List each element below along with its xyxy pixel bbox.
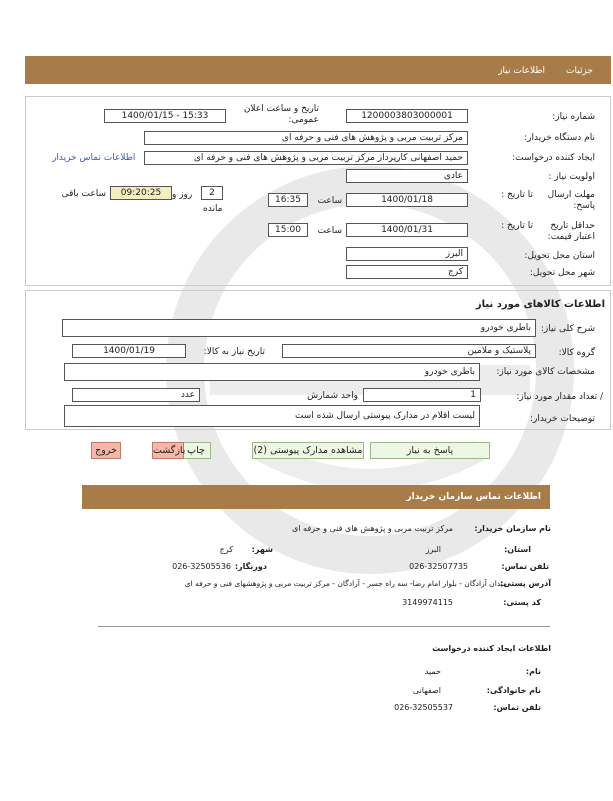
reply-button[interactable]: پاسخ به نیاز	[370, 442, 490, 459]
buyer-org-field: مرکز تربیت مربی و پژوهش های فنی و حرفه ای	[144, 131, 468, 145]
need-number-label: شماره نیاز:	[552, 112, 595, 122]
remaining-time-field: 09:20:25	[110, 186, 172, 200]
send-deadline-date-field: 1400/01/18	[346, 193, 468, 207]
price-validity-date-field: 1400/01/31	[346, 223, 468, 237]
priority-field: عادی	[346, 169, 468, 183]
send-deadline-label: مهلت ارسال پاسخ:	[547, 190, 595, 211]
price-validity-until-label: تا تاریخ :	[501, 221, 533, 231]
creator-section-title: اطلاعات ایجاد کننده درخواست	[432, 644, 551, 653]
send-deadline-until-label: تا تاریخ :	[501, 190, 533, 200]
contact-postal-value: 3149974115	[402, 598, 453, 607]
goods-section-title: اطلاعات کالاهای مورد نیاز	[475, 299, 605, 310]
contact-phone-label: تلفن تماس:	[501, 562, 549, 571]
delivery-province-label: استان محل تحویل:	[524, 251, 595, 261]
contact-city-value: کرج	[219, 545, 233, 554]
buyer-contact-link[interactable]: اطلاعات تماس خریدار	[52, 153, 136, 163]
quantity-field: 1	[363, 388, 481, 402]
buyer-org-label: نام دستگاه خریدار:	[524, 133, 595, 143]
buyer-notes-field: لیست اقلام در مدارک پیوستی ارسال شده است	[64, 405, 480, 427]
delivery-city-field: کرج	[346, 265, 468, 279]
price-validity-label: حداقل تاریخ اعتبار قیمت:	[547, 221, 595, 242]
price-validity-time-field: 15:00	[268, 223, 308, 237]
unit-label: واحد شمارش	[307, 391, 358, 401]
print-button[interactable]: چاپ	[181, 442, 211, 459]
remaining-days-label: روز و	[172, 190, 193, 200]
remaining-days-field: 2	[201, 186, 223, 200]
creator-name-label: نام:	[525, 667, 541, 676]
goods-specs-label: مشخصات کالای مورد نیاز:	[496, 367, 595, 377]
contact-fax-label: دورنگار:	[234, 562, 267, 571]
price-validity-time-label: ساعت	[317, 226, 342, 236]
exit-button[interactable]: خروج	[91, 442, 121, 459]
send-deadline-time-label: ساعت	[317, 196, 342, 206]
contact-province-value: البرز	[425, 545, 441, 554]
announce-date-label: تاریخ و ساعت اعلان عمومی:	[243, 104, 319, 125]
delivery-city-label: شهر محل تحویل:	[529, 268, 595, 278]
contact-province-label: استان:	[504, 545, 531, 554]
breadcrumb-need-info[interactable]: اطلاعات نیاز	[498, 66, 545, 76]
creator-name-value: حمید	[424, 667, 441, 676]
contact-org-label: نام سازمان خریدار:	[474, 524, 551, 533]
goods-group-label: گروه کالا:	[558, 348, 595, 358]
requester-label: ایجاد کننده درخواست:	[512, 153, 595, 163]
buyer-notes-label: توضیحات خریدار:	[529, 414, 595, 424]
creator-phone-value: 026-32505537	[394, 703, 453, 712]
contact-city-label: شهر:	[251, 545, 273, 554]
attached-docs-button[interactable]: مشاهده مدارک پیوستی (2)	[252, 442, 364, 459]
send-deadline-time-field: 16:35	[268, 193, 308, 207]
creator-family-value: اصفهانی	[412, 686, 441, 695]
need-summary-label: شرح کلی نیاز:	[540, 324, 595, 334]
goods-date-field: 1400/01/19	[72, 344, 186, 358]
requester-field: حمید اصفهانی کارپرداز مرکز تربیت مربی و پژوهش های فنی و حرفه ای	[144, 151, 468, 165]
need-summary-field: باطری خودرو	[62, 319, 536, 337]
contact-address-value: میدان آزادگان - بلوار امام رضا- سه راه جسر - آزادگان - مرکز تربیت مربی و پژوهشهای فنی و حرفه ای	[184, 579, 507, 588]
remaining-time-label-b: مانده	[203, 204, 223, 214]
announce-date-field: 1400/01/15 - 15:33	[104, 109, 226, 123]
contact-address-label: آدرس پستی:	[500, 579, 551, 588]
unit-field: عدد	[72, 388, 200, 402]
contact-org-value: مرکز تربیت مربی و پژوهش های فنی و حرفه ای	[292, 524, 453, 533]
quantity-label: / تعداد مقدار مورد نیاز:	[516, 392, 603, 402]
priority-label: اولویت نیاز :	[548, 172, 595, 182]
creator-family-label: نام خانوادگی:	[486, 686, 541, 695]
goods-date-label: تاریخ نیاز به کالا:	[203, 347, 265, 357]
contact-section-title: اطلاعات تماس سازمان خریدار	[406, 492, 541, 502]
contact-fax-value: 026-32505536	[172, 562, 231, 571]
creator-phone-label: تلفن تماس:	[493, 703, 541, 712]
divider-line	[98, 626, 550, 627]
delivery-province-field: البرز	[346, 247, 468, 261]
contact-phone-value: 026-32507735	[409, 562, 468, 571]
breadcrumb-details[interactable]: جزئیات	[566, 66, 593, 76]
need-number-field: 1200003803000001	[346, 109, 468, 123]
remaining-time-label-a: ساعت باقی	[61, 189, 106, 199]
back-button[interactable]: بازگشت	[152, 442, 184, 459]
contact-postal-label: کد پستی:	[503, 598, 541, 607]
goods-group-field: پلاستیک و ملامین	[282, 344, 536, 358]
goods-specs-field: باطری خودرو	[64, 363, 480, 381]
